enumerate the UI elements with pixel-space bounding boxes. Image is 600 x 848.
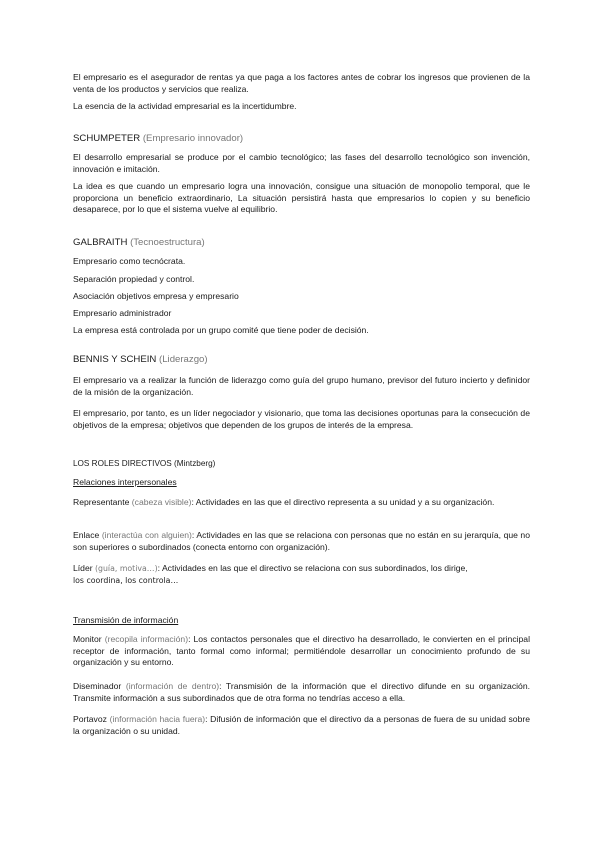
role-note: (recopila información) (104, 634, 189, 644)
galbraith-item: Empresario administrador (73, 308, 172, 318)
galbraith-item: Separación propiedad y control. (73, 274, 195, 284)
role-name: Monitor (73, 634, 102, 644)
role-text: : Actividades en las que el directivo representa a su unidad y a su organización. (191, 497, 495, 507)
schumpeter-heading (73, 133, 530, 145)
galbraith-title: GALBRAITH (73, 237, 128, 248)
intro-paragraph-1: El empresario es el asegurador de rentas ya que paga a los factores antes de cobrar los ingresos que provienen de la venta de los productos y servicios que realiza. (73, 72, 530, 94)
role-note: (guía, motiva…) (94, 564, 158, 573)
schumpeter-title: SCHUMPETER (73, 133, 141, 144)
role-name: Representante (73, 497, 130, 507)
role-note: (información hacia fuera) (109, 714, 206, 724)
galbraith-heading (73, 237, 530, 249)
galbraith-subtitle: (Tecnoestructura) (130, 237, 205, 248)
role-name: Diseminador (73, 681, 122, 691)
schumpeter-paragraph-1: El desarrollo empresarial se produce por el cambio tecnológico; las fases del desarrollo tecnológico son invención, innovación e imitación. (73, 152, 530, 174)
role-diseminador (73, 681, 530, 704)
schumpeter-paragraph-2: La idea es que cuando un empresario logra una innovación, consigue una situación de monopolio temporal, que le proporciona un beneficio extraordinario, La situación persistirá hasta que empresarios lo copien y su beneficio desaparece, por lo que el sistema vuelve al equilibrio. (73, 181, 530, 214)
role-text: : Actividades en las que el directivo se relaciona con sus subordinados, los dirige, (157, 563, 468, 573)
informacion-heading: Transmisión de información (73, 615, 179, 625)
bennis-paragraph-1: El empresario va a realizar la función de liderazgo como guía del grupo humano, previsor del futuro incierto y definidor de la misión de la organización. (73, 375, 530, 397)
galbraith-item: Empresario como tecnócrata. (73, 256, 186, 266)
role-representante (73, 497, 530, 509)
role-name: Portavoz (73, 714, 107, 724)
role-note: (cabeza visible) (131, 497, 192, 507)
role-name: Enlace (73, 530, 100, 540)
role-text: : Los contactos personales que el directivo ha desarrollado, le convierten en el principal receptor de información, tanto formal como informal; permitiéndole desarrollar un conocimiento profundo de su organización y su entorno. (73, 634, 530, 667)
role-text: : Transmisión de la información que el directivo difunde en su organización. Transmite información a sus subordinados que de otra forma no tendrías acceso a ella. (73, 681, 530, 703)
bennis-paragraph-2: El empresario, por tanto, es un líder negociador y visionario, que toma las decisiones oportunas para la consecución de objetivos de la empresa; objetivos que dependen de los grupos de interés de la empresa. (73, 408, 530, 430)
role-lider (73, 563, 530, 586)
galbraith-item: Asociación objetivos empresa y empresario (73, 291, 239, 301)
role-text-tail: los coordina, los controla… (73, 575, 179, 585)
role-text: : Actividades en las que se relaciona con personas que no están en su jerarquía, que no son superiores o subordinados (conecta entorno con organización). (73, 530, 530, 552)
role-portavoz (73, 714, 530, 737)
bennis-heading (73, 354, 530, 366)
schumpeter-subtitle: (Empresario innovador) (142, 133, 244, 144)
bennis-subtitle: (Liderazgo) (159, 354, 208, 365)
roles-title: LOS ROLES DIRECTIVOS (Mintzberg) (73, 459, 216, 468)
bennis-title: BENNIS Y SCHEIN (73, 354, 157, 365)
interpersonal-heading: Relaciones interpersonales (73, 477, 177, 487)
role-name: Líder (73, 563, 93, 573)
intro-paragraph-2: La esencia de la actividad empresarial es la incertidumbre. (73, 101, 297, 111)
galbraith-item: La empresa está controlada por un grupo comité que tiene poder de decisión. (73, 325, 369, 335)
role-enlace (73, 530, 530, 553)
role-text: : Difusión de información que el directivo da a personas de fuera de su unidad sobre la organización o su unidad. (73, 714, 530, 736)
role-note: (interactúa con alguien) (101, 530, 192, 540)
role-note: (información de dentro) (125, 681, 220, 691)
role-monitor (73, 634, 530, 669)
